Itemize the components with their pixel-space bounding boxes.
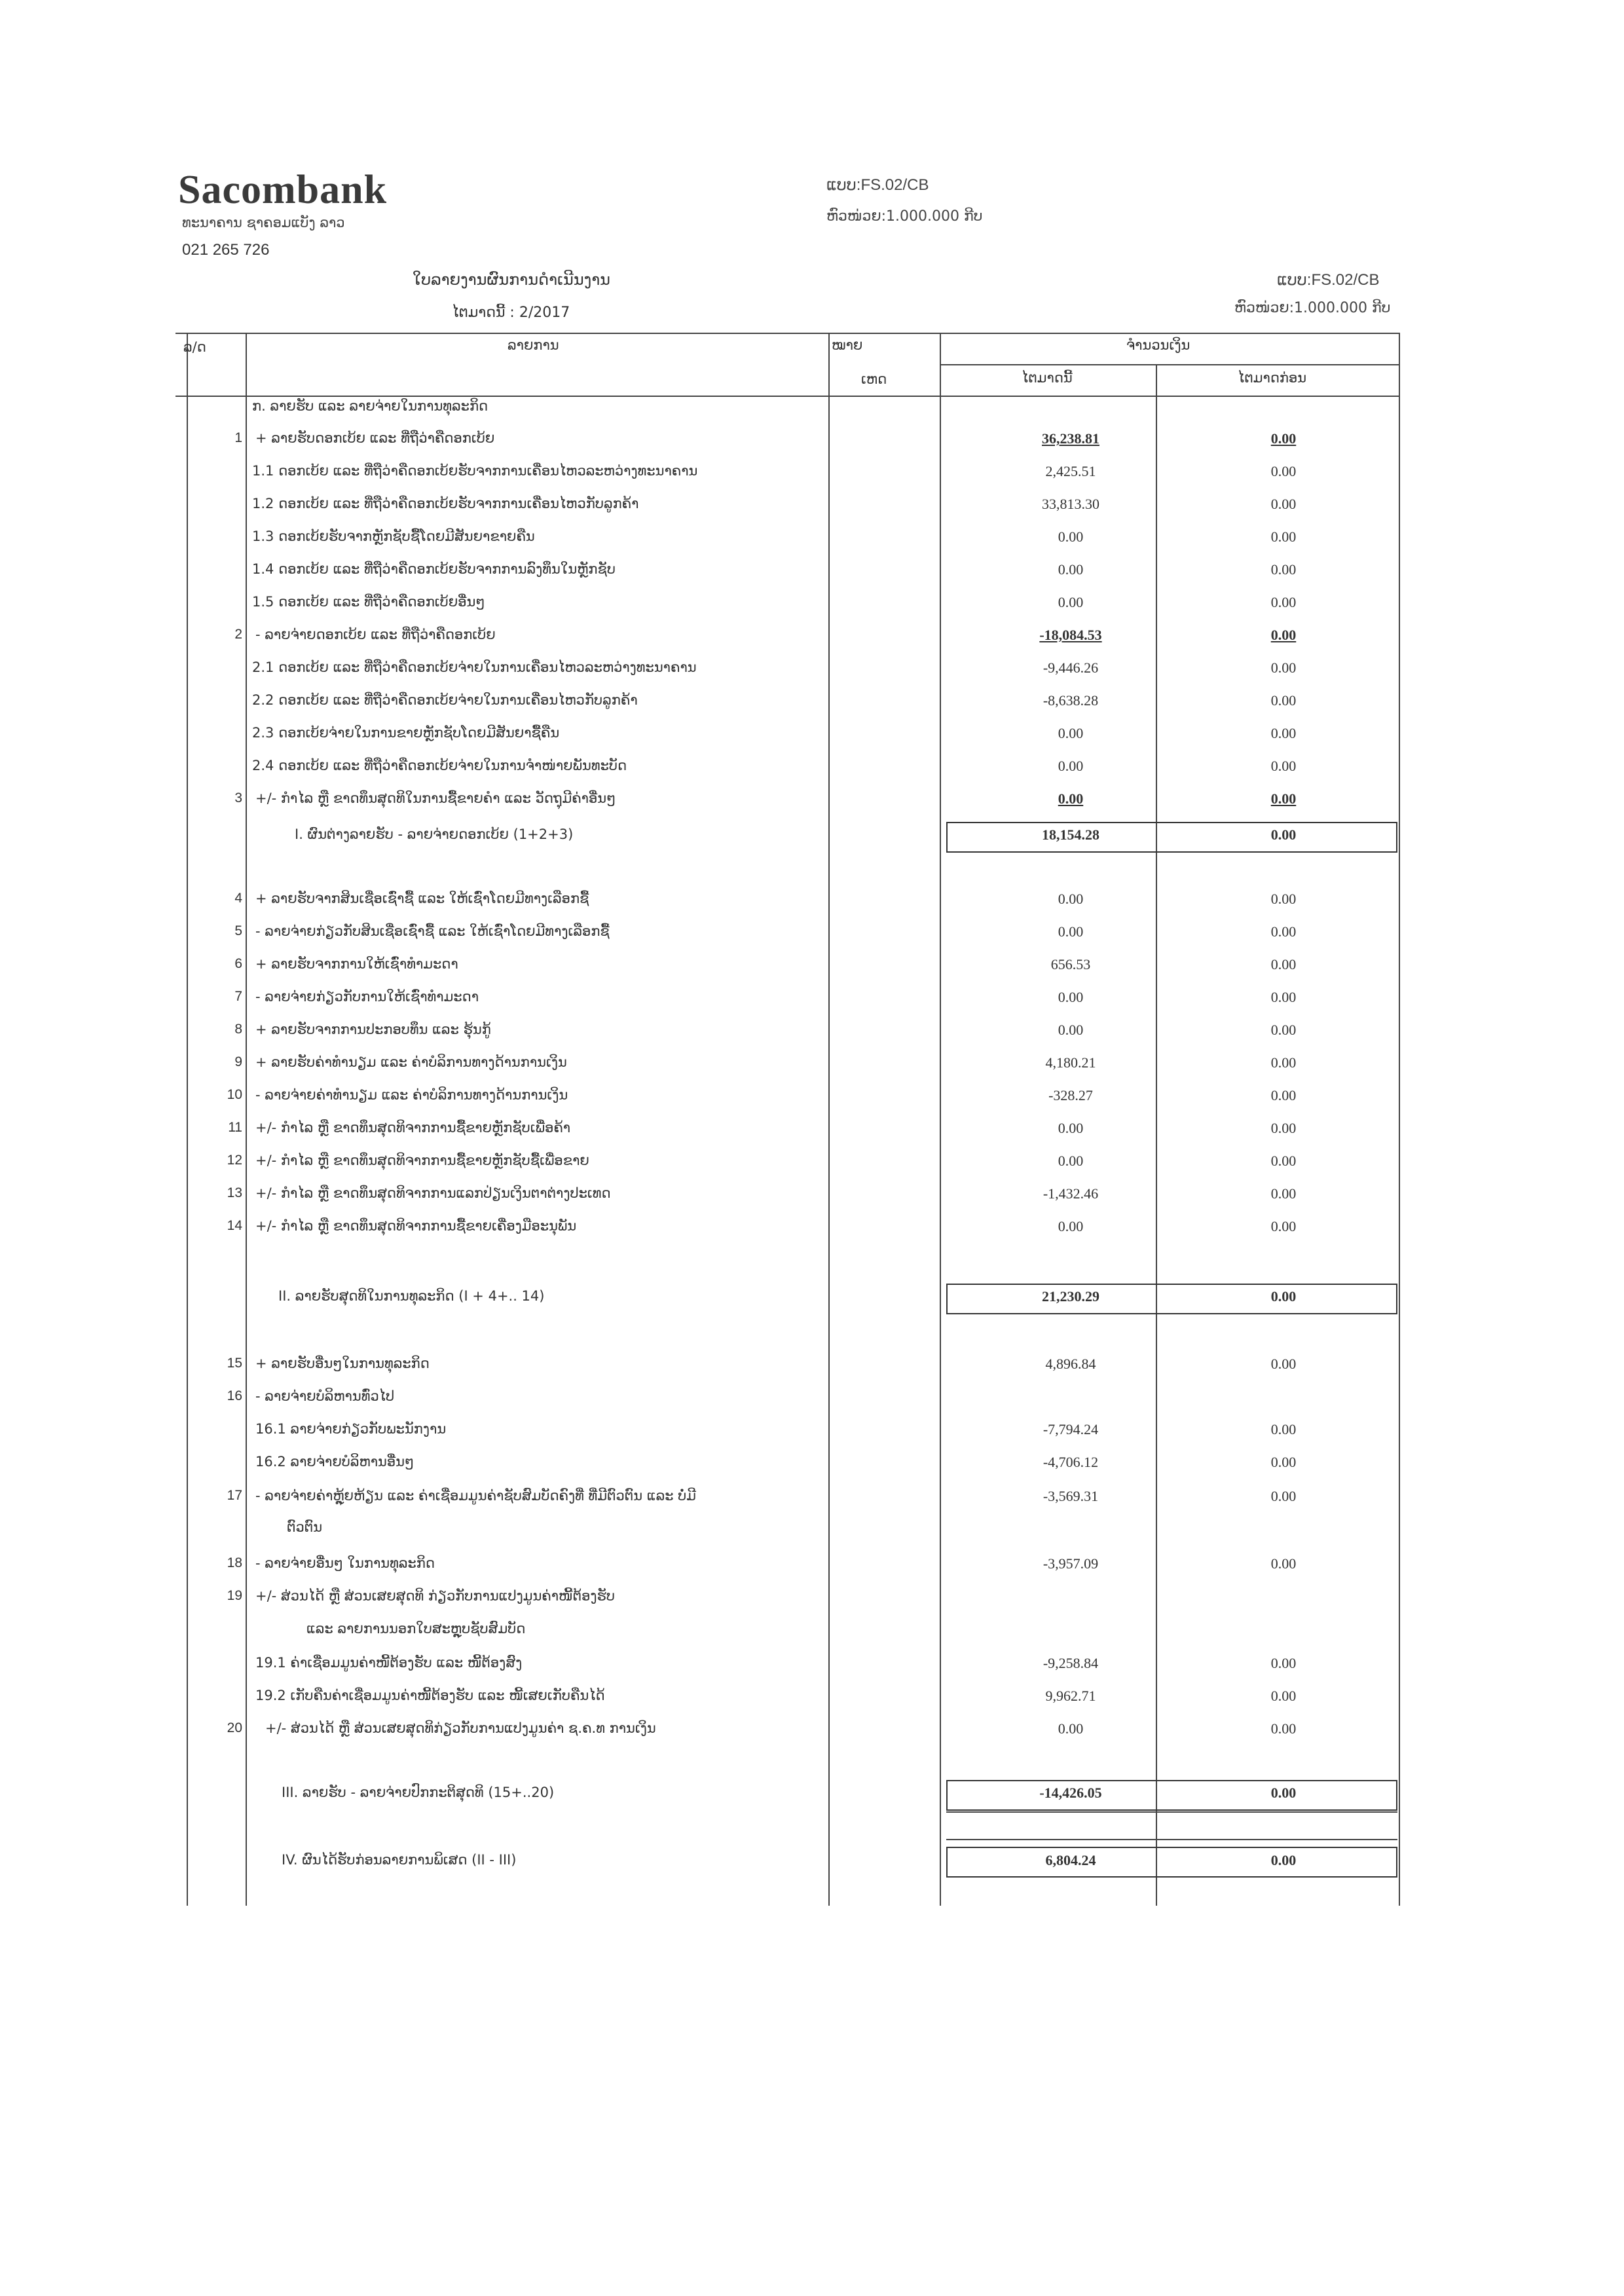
col-item-divider	[828, 333, 830, 1906]
table-row-label: 1.1 ດອກເບ້ຍ ແລະ ທີ່ຖືວ່າຄືດອກເບ້ຍຮັບຈາກການເຄື່ອນໄຫວລະຫວ່າງທະນາຄານ	[252, 463, 698, 479]
table-row-previous: 0.00	[1270, 989, 1297, 1005]
table-row-label: 2.2 ດອກເບ້ຍ ແລະ ທີ່ຖືວ່າຄືດອກເບ້ຍຈ່າຍໃນການເຄື່ອນໄຫວກັບລູກຄ້າ	[252, 692, 638, 708]
table-row-label: + ລາຍຮັບຄ່າທຳນຽມ ແລະ ຄ່າບໍລິການທາງດ້ານການເງິນ	[255, 1054, 567, 1070]
table-row-number: 12	[227, 1153, 242, 1168]
table-row-label: - ລາຍຈ່າຍກ່ຽວກັບສິນເຊື່ອເຊົ່າຊື້ ແລະ ໃຫ້ເຊົ່າໂດຍມີທາງເລືອກຊື້	[255, 923, 610, 939]
subtotal-iii-underline	[946, 1811, 1397, 1813]
table-row-current: 4,180.21	[1045, 1054, 1096, 1071]
table-row-previous: 0.00	[1270, 692, 1297, 709]
table-row-previous: 0.00	[1270, 923, 1297, 940]
table-row-current: -1,432.46	[1043, 1185, 1099, 1202]
table-row-label: ກ. ລາຍຮັບ ແລະ ລາຍຈ່າຍໃນການທຸລະກິດ	[252, 398, 489, 414]
table-row-current: -7,794.24	[1043, 1421, 1099, 1437]
table-row-label: + ລາຍຮັບດອກເບ້ຍ ແລະ ທີ່ຖືວ່າຄືດອກເບ້ຍ	[255, 430, 495, 446]
table-row-previous: 0.00	[1270, 430, 1297, 447]
table-row-previous: 0.00	[1270, 1421, 1297, 1437]
table-row-label-continued: ແລະ ລາຍການນອກໃບສະຫຼຸບຊັບສົມບັດ	[306, 1621, 526, 1637]
table-row-label: 2.4 ດອກເບ້ຍ ແລະ ທີ່ຖືວ່າຄືດອກເບ້ຍຈ່າຍໃນການຈຳໜ່າຍພັນທະບັດ	[252, 758, 627, 773]
table-row-label: + ລາຍຮັບຈາກການປະກອບທຶນ ແລະ ຮຸ້ນກູ້	[255, 1022, 491, 1037]
subtotal-label: III. ລາຍຮັບ - ລາຍຈ່າຍປົກກະຕິສຸດທິ (15+..20)	[282, 1785, 555, 1800]
table-row-previous: 0.00	[1270, 1720, 1297, 1737]
table-row-label: 16.1 ລາຍຈ່າຍກ່ຽວກັບພະນັກງານ	[255, 1421, 447, 1437]
bank-logo-subtitle: ທະນາຄານ ຊາຄອມແບັງ ລາວ	[182, 215, 345, 231]
header-col-no: ລ/ດ	[183, 339, 206, 355]
table-row-current: 0.00	[1058, 561, 1084, 578]
bank-logo: Sacombank	[178, 168, 388, 212]
table-row-label: 1.2 ດອກເບ້ຍ ແລະ ທີ່ຖືວ່າຄືດອກເບ້ຍຮັບຈາກການເຄື່ອນໄຫວກັບລູກຄ້າ	[252, 496, 639, 511]
table-row-current: -8,638.28	[1043, 692, 1099, 709]
table-top-border	[175, 333, 1400, 334]
table-row-current: 0.00	[1058, 1218, 1084, 1234]
table-row-current: 656.53	[1050, 956, 1091, 972]
table-row-label: + ລາຍຮັບອື່ນໆໃນການທຸລະກິດ	[255, 1356, 430, 1371]
subtotal-previous: 0.00	[1270, 1288, 1297, 1305]
table-row-label: +/- ສ່ວນໄດ້ ຫຼື ສ່ວນເສຍສຸດທິ ກ່ຽວກັບການແປງມູນຄ່າໜີ້ຕ້ອງຮັບ	[255, 1588, 616, 1604]
table-row-previous: 0.00	[1270, 790, 1297, 807]
unit-right: ຫົວໜ່ວຍ:1.000.000 ກີບ	[1234, 300, 1391, 316]
table-row-previous: 0.00	[1270, 1688, 1297, 1704]
report-period: ໄຕມາດນີ້ : 2/2017	[452, 305, 570, 321]
table-row-previous: 0.00	[1270, 1218, 1297, 1234]
table-row-current: 36,238.81	[1042, 430, 1099, 447]
table-row-label: - ລາຍຈ່າຍອື່ນໆ ໃນການທຸລະກິດ	[255, 1555, 435, 1571]
col-no-divider	[246, 333, 247, 1906]
table-row-previous: 0.00	[1270, 659, 1297, 676]
table-row-label: 1.5 ດອກເບ້ຍ ແລະ ທີ່ຖືວ່າຄືດອກເບ້ຍອື່ນໆ	[252, 594, 485, 610]
table-row-current: -9,258.84	[1043, 1655, 1099, 1671]
table-row-number: 15	[227, 1356, 242, 1371]
table-row-current: -3,569.31	[1043, 1488, 1099, 1504]
table-row-number: 6	[234, 956, 242, 971]
table-row-label: +/- ກຳໄລ ຫຼື ຂາດທຶນສຸດທິຈາກການຊື້ຂາຍເຄື່ອງມືອະນຸພັນ	[255, 1218, 577, 1234]
table-row-current: 0.00	[1058, 790, 1084, 807]
table-row-number: 3	[234, 790, 242, 805]
form-code-top: ແບບ:FS.02/CB	[826, 176, 929, 194]
table-row-label: 2.1 ດອກເບ້ຍ ແລະ ທີ່ຖືວ່າຄືດອກເບ້ຍຈ່າຍໃນການເຄື່ອນໄຫວລະຫວ່າງທະນາຄານ	[252, 659, 697, 675]
table-row-number: 16	[227, 1388, 242, 1403]
table-row-number: 4	[234, 891, 242, 906]
table-row-label: 1.4 ດອກເບ້ຍ ແລະ ທີ່ຖືວ່າຄືດອກເບ້ຍຮັບຈາກການລົງທຶນໃນຫຼັກຊັບ	[252, 561, 616, 577]
table-row-label: - ລາຍຈ່າຍກ່ຽວກັບການໃຫ້ເຊົ່າທຳມະດາ	[255, 989, 479, 1005]
table-row-label: +/- ສ່ວນໄດ້ ຫຼື ສ່ວນເສຍສຸດທິກ່ຽວກັບການແປງມູນຄ່າ ຊ.ຄ.ທ ການເງິນ	[265, 1720, 656, 1736]
table-row-number: 8	[234, 1022, 242, 1037]
subtotal-current: 18,154.28	[1042, 826, 1099, 843]
table-row-label: 19.2 ເກັບຄືນຄ່າເຊື່ອມມູນຄ່າໜີ້ຕ້ອງຮັບ ແລະ ໜີ້ເສຍເກັບຄືນໄດ້	[255, 1688, 605, 1703]
subtotal-current: -14,426.05	[1039, 1785, 1102, 1801]
table-row-number: 2	[234, 627, 242, 642]
table-row-current: 0.00	[1058, 594, 1084, 610]
table-row-number: 18	[227, 1555, 242, 1570]
table-row-number: 11	[228, 1120, 242, 1135]
table-row-current: 2,425.51	[1045, 463, 1096, 479]
table-row-number: 10	[227, 1087, 242, 1102]
header-col-note-2: ເຫດ	[861, 371, 887, 387]
table-row-current: 0.00	[1058, 923, 1084, 940]
table-row-previous: 0.00	[1270, 463, 1297, 479]
header-col-current: ໄຕມາດນີ້	[1022, 370, 1073, 386]
header-mid-border	[940, 364, 1400, 365]
header-col-previous: ໄຕມາດກ່ອນ	[1238, 370, 1307, 386]
phone-number: 021 265 726	[182, 241, 270, 259]
table-row-label: + ລາຍຮັບຈາກສິນເຊື່ອເຊົ່າຊື້ ແລະ ໃຫ້ເຊົ່າໂດຍມີທາງເລືອກຊື້	[255, 891, 589, 906]
table-row-label: - ລາຍຈ່າຍຄ່າທຳນຽມ ແລະ ຄ່າບໍລິການທາງດ້ານການເງິນ	[255, 1087, 568, 1103]
total-current: 6,804.24	[1045, 1852, 1096, 1868]
table-row-current: 9,962.71	[1045, 1688, 1096, 1704]
table-row-previous: 0.00	[1270, 891, 1297, 907]
table-row-label: 1.3 ດອກເບ້ຍຮັບຈາກຫຼັກຊັບຊື້ໂດຍມີສັນຍາຂາຍຄືນ	[252, 528, 535, 544]
table-row-label: - ລາຍຈ່າຍບໍລິຫານທົ່ວໄປ	[255, 1388, 395, 1404]
table-row-label: 19.1 ຄ່າເຊື່ອມມູນຄ່າໜີ້ຕ້ອງຮັບ ແລະ ໜີ້ຕ້ອງສົງ	[255, 1655, 523, 1671]
subtotal-label: II. ລາຍຮັບສຸດທິໃນການທຸລະກິດ (I + 4+.. 14)	[278, 1288, 545, 1304]
table-row-number: 7	[234, 989, 242, 1004]
table-row-label: +/- ກຳໄລ ຫຼື ຂາດທຶນສຸດທິຈາກການຊື້ຂາຍຫຼັກຊັບຊື້ເພື່ອຂາຍ	[255, 1153, 589, 1168]
table-row-current: 0.00	[1058, 758, 1084, 774]
subtotal-previous: 0.00	[1270, 826, 1297, 843]
table-row-current: 0.00	[1058, 989, 1084, 1005]
header-bottom-border	[175, 396, 1400, 397]
table-row-current: -9,446.26	[1043, 659, 1099, 676]
table-row-label: + ລາຍຮັບຈາກການໃຫ້ເຊົ່າທຳມະດາ	[255, 956, 458, 972]
table-row-number: 13	[227, 1185, 242, 1200]
table-left-border	[187, 333, 188, 1906]
table-row-current: 0.00	[1058, 528, 1084, 545]
table-row-number: 20	[227, 1720, 242, 1735]
table-row-label: - ລາຍຈ່າຍດອກເບ້ຍ ແລະ ທີ່ຖືວ່າຄືດອກເບ້ຍ	[255, 627, 496, 642]
table-row-previous: 0.00	[1270, 528, 1297, 545]
table-row-number: 5	[234, 923, 242, 938]
total-previous: 0.00	[1270, 1852, 1297, 1868]
table-row-previous: 0.00	[1270, 1087, 1297, 1103]
total-label: IV. ຜົນໄດ້ຮັບກ່ອນລາຍການພິເສດ (II - III)	[282, 1852, 517, 1868]
table-row-previous: 0.00	[1270, 594, 1297, 610]
table-row-current: -4,706.12	[1043, 1454, 1099, 1470]
table-row-label: 2.3 ດອກເບ້ຍຈ່າຍໃນການຂາຍຫຼັກຊັບໂດຍມີສັນຍາຊື້ຄືນ	[252, 725, 560, 741]
table-row-previous: 0.00	[1270, 627, 1297, 643]
table-row-current: -328.27	[1048, 1087, 1093, 1103]
subtotal-iii-underline-2	[946, 1839, 1397, 1840]
form-code-right: ແບບ:FS.02/CB	[1277, 271, 1380, 289]
header-col-amount: ຈຳນວນເງິນ	[1126, 337, 1190, 353]
table-row-previous: 0.00	[1270, 725, 1297, 741]
table-row-previous: 0.00	[1270, 496, 1297, 512]
table-row-previous: 0.00	[1270, 1153, 1297, 1169]
subtotal-label: I. ຜົນຕ່າງລາຍຮັບ - ລາຍຈ່າຍດອກເບ້ຍ (1+2+3)	[295, 826, 574, 842]
table-row-previous: 0.00	[1270, 758, 1297, 774]
header-col-item: ລາຍການ	[507, 337, 559, 353]
table-row-label-continued: ຕົວຕົນ	[287, 1519, 323, 1535]
subtotal-previous: 0.00	[1270, 1785, 1297, 1801]
table-row-previous: 0.00	[1270, 1488, 1297, 1504]
col-note-divider	[940, 333, 941, 1906]
table-row-current: 4,896.84	[1045, 1356, 1096, 1372]
table-row-label: +/- ກຳໄລ ຫຼື ຂາດທຶນສຸດທິຈາກການຊື້ຂາຍຫຼັກຊັບເພື່ອຄ້າ	[255, 1120, 571, 1136]
table-row-current: 0.00	[1058, 891, 1084, 907]
table-row-current: 0.00	[1058, 1120, 1084, 1136]
header-col-note-1: ໝາຍ	[832, 337, 863, 353]
table-row-previous: 0.00	[1270, 561, 1297, 578]
table-row-previous: 0.00	[1270, 1655, 1297, 1671]
table-row-number: 14	[227, 1218, 242, 1233]
table-row-previous: 0.00	[1270, 1054, 1297, 1071]
table-row-current: -18,084.53	[1039, 627, 1102, 643]
report-title: ໃບລາຍງານຜົນການດຳເນີນງານ	[413, 270, 610, 289]
table-row-current: 0.00	[1058, 1720, 1084, 1737]
table-row-number: 1	[234, 430, 242, 445]
table-row-label: +/- ກຳໄລ ຫຼື ຂາດທຶນສຸດທິໃນການຊື້ຂາຍຄຳ ແລະ ວັດຖຸມີຄ່າອື່ນໆ	[255, 790, 616, 806]
table-row-number: 9	[234, 1054, 242, 1069]
table-row-current: 0.00	[1058, 725, 1084, 741]
table-row-previous: 0.00	[1270, 956, 1297, 972]
table-row-current: -3,957.09	[1043, 1555, 1099, 1572]
table-row-previous: 0.00	[1270, 1120, 1297, 1136]
table-row-previous: 0.00	[1270, 1022, 1297, 1038]
table-row-previous: 0.00	[1270, 1454, 1297, 1470]
table-row-number: 17	[227, 1488, 242, 1503]
table-row-label: +/- ກຳໄລ ຫຼື ຂາດທຶນສຸດທິຈາກການແລກປ່ຽນເງິນຕາຕ່າງປະເທດ	[255, 1185, 611, 1201]
table-row-label: - ລາຍຈ່າຍຄ່າຫຼຸ້ຍຫ້ຽນ ແລະ ຄ່າເຊື່ອມມູນຄ່າຊັບສົມບັດຄົງທີ່ ທີ່ມີຕົວຕົນ ແລະ ບໍ່ມີ	[255, 1488, 697, 1504]
table-row-number: 19	[227, 1588, 242, 1603]
table-row-current: 0.00	[1058, 1022, 1084, 1038]
table-row-previous: 0.00	[1270, 1555, 1297, 1572]
table-row-previous: 0.00	[1270, 1356, 1297, 1372]
unit-top: ຫົວໜ່ວຍ:1.000.000 ກີບ	[826, 208, 983, 225]
table-row-current: 33,813.30	[1042, 496, 1099, 512]
table-right-border	[1399, 333, 1400, 1906]
table-row-previous: 0.00	[1270, 1185, 1297, 1202]
subtotal-current: 21,230.29	[1042, 1288, 1099, 1305]
table-row-label: 16.2 ລາຍຈ່າຍບໍລິຫານອື່ນໆ	[255, 1454, 415, 1470]
table-row-current: 0.00	[1058, 1153, 1084, 1169]
